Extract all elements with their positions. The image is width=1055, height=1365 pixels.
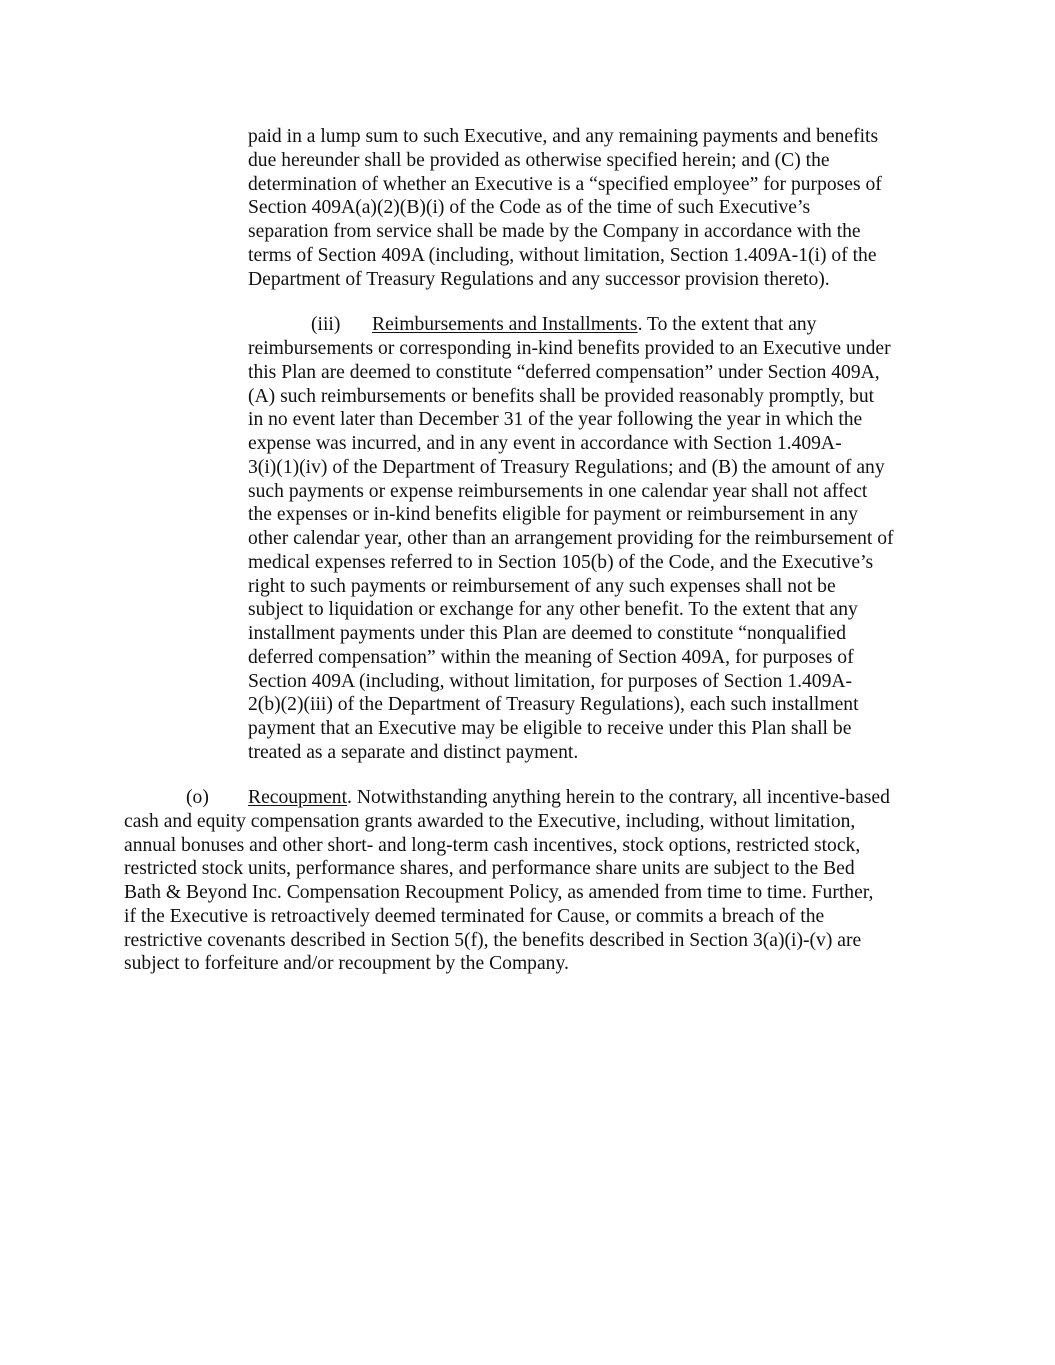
text-line: this Plan are deemed to constitute “deferred compensation” under Section 409A, [248, 362, 880, 383]
section-heading-line [372, 313, 816, 337]
text-line: right to such payments or reimbursement of any such expenses shall not be [248, 576, 836, 597]
text-line: annual bonuses and other short- and long-term cash incentives, stock options, restricted stock, [124, 835, 861, 856]
text-line: 2(b)(2)(iii) of the Department of Treasury Regulations), each such installment [248, 694, 859, 715]
section-heading: Recoupment [248, 787, 348, 808]
section-number: (o) [186, 787, 209, 808]
text-line: subject to liquidation or exchange for any other benefit. To the extent that any [248, 599, 858, 620]
section-first-line-text: . To the extent that any [637, 314, 817, 335]
text-line: Department of Treasury Regulations and any successor provision thereto). [248, 269, 830, 290]
section-number: (iii) [311, 314, 341, 335]
text-line: payment that an Executive may be eligible to receive under this Plan shall be [248, 718, 852, 739]
text-line: cash and equity compensation grants awarded to the Executive, including, without limitation, [124, 811, 856, 832]
text-line: Bath & Beyond Inc. Compensation Recoupment Policy, as amended from time to time. Further, [124, 882, 874, 903]
text-line: such payments or expense reimbursements in one calendar year shall not affect [248, 481, 868, 502]
text-line: other calendar year, other than an arrangement providing for the reimbursement of [248, 528, 894, 549]
text-line: paid in a lump sum to such Executive, and any remaining payments and benefits [248, 126, 879, 147]
text-line: the expenses or in-kind benefits eligible for payment or reimbursement in any [248, 504, 858, 525]
text-line: (A) such reimbursements or benefits shall be provided reasonably promptly, but [248, 386, 875, 407]
text-line: installment payments under this Plan are deemed to constitute “nonqualified [248, 623, 847, 644]
section-first-line-text: . Notwithstanding anything herein to the contrary, all incentive-based [347, 787, 890, 808]
text-line: medical expenses referred to in Section 105(b) of the Code, and the Executive’s [248, 552, 874, 573]
text-line: restricted stock units, performance shares, and performance share units are subject to the Bed [124, 858, 855, 879]
text-line: due hereunder shall be provided as otherwise specified herein; and (C) the [248, 150, 830, 171]
text-line: Section 409A(a)(2)(B)(i) of the Code as of the time of such Executive’s [248, 197, 811, 218]
text-line: treated as a separate and distinct payment. [248, 742, 579, 763]
text-line: reimbursements or corresponding in-kind benefits provided to an Executive under [248, 338, 891, 359]
text-line: Section 409A (including, without limitation, for purposes of Section 1.409A- [248, 671, 853, 692]
text-line: expense was incurred, and in any event in accordance with Section 1.409A- [248, 433, 842, 454]
section-heading-line [248, 786, 890, 810]
text-line: subject to forfeiture and/or recoupment by the Company. [124, 953, 569, 974]
text-line: 3(i)(1)(iv) of the Department of Treasury Regulations; and (B) the amount of any [248, 457, 885, 478]
text-line: restrictive covenants described in Section 5(f), the benefits described in Section 3(a)(i)-(v) are [124, 930, 862, 951]
text-line: if the Executive is retroactively deemed terminated for Cause, or commits a breach of the [124, 906, 825, 927]
text-line: deferred compensation” within the meaning of Section 409A, for purposes of [248, 647, 854, 668]
section-heading: Reimbursements and Installments [372, 314, 638, 335]
text-line: determination of whether an Executive is a “specified employee” for purposes of [248, 174, 882, 195]
text-line: separation from service shall be made by the Company in accordance with the [248, 221, 861, 242]
text-line: in no event later than December 31 of the year following the year in which the [248, 409, 863, 430]
text-line: terms of Section 409A (including, without limitation, Section 1.409A-1(i) of the [248, 245, 877, 266]
